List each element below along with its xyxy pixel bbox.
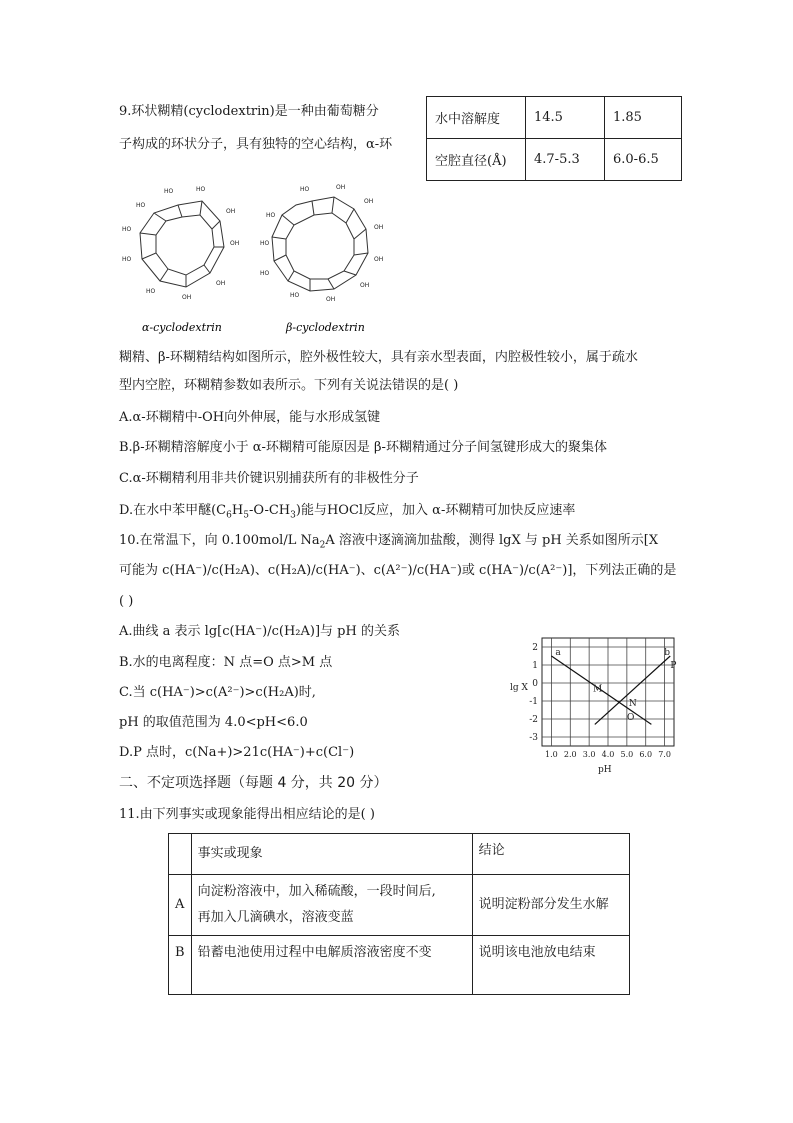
section-heading: 二、不定项选择题（每题 4 分，共 20 分） [119,775,388,791]
y-tick-label: 1 [532,661,538,671]
q9-option-b: B.β-环糊精溶解度小于 α-环糊精可能原因是 β-环糊精通过分子间氢键形成大的聚集体 [119,440,607,455]
x-tick-label: 2.0 [563,750,577,759]
table-cell: 14.5 [526,97,605,139]
beta-cyclodextrin-ring [272,197,368,291]
alpha-cyclodextrin-label: α-cyclodextrin [142,321,222,334]
q9-line1: 9.环状糊精(cyclodextrin)是一种由葡萄糖分 [119,104,379,119]
q9-line2: 子构成的环状分子，具有独特的空心结构，α-环 [119,137,393,152]
x-tick-labels [545,750,671,759]
y-tick-label: -1 [529,697,538,707]
series-lines [551,648,670,724]
fact-cell: 铅蓄电池使用过程中电解质溶液密度不变 [191,936,472,995]
table-header-cell: 事实或现象 [191,834,472,875]
x-tick-label: 7.0 [658,750,671,759]
hydroxyl-label: HO [164,188,174,195]
q10-option-b: B.水的电离程度：N 点=O 点>M 点 [119,655,333,670]
q9-option-d: D.在水中苯甲醚$(C_6H_5-O-CH_3)$能与HOCl反应，加入 α-环糊精可加快反应速率 [119,503,576,521]
point-label-p: P [670,661,677,671]
y-axis-label: lg X [510,683,528,693]
hydroxyl-label: OH [360,282,370,289]
series-label-b: b [664,648,670,658]
hydroxyl-label: OH [364,198,374,205]
hydroxyl-label: OH [374,256,384,263]
row-label: A [169,875,192,936]
hydroxyl-label: HO [260,270,270,277]
table-cell: 空腔直径(Å) [427,139,526,181]
hydroxyl-label: HO [122,256,132,263]
conclusion-cell: 说明该电池放电结束 [472,936,629,995]
series-label-a: a [555,648,561,658]
q11-stem: 11.由下列事实或现象能得出相应结论的是( ) [119,807,375,822]
q10-line2: 可能为 c(HA⁻)/c(H₂A)、c(H₂A)/c(HA⁻)、c(A²⁻)/c(HA⁻)或 c(HA⁻)/c(A²⁻)]，下列法正确的是 [119,563,677,578]
lgx-ph-chart [506,630,682,776]
hydroxyl-label: OH [216,280,226,287]
q9-option-c: C.α-环糊精利用非共价键识别捕获所有的非极性分子 [119,471,419,486]
alpha-cyclodextrin-ring [140,201,224,287]
x-tick-label: 1.0 [545,750,558,759]
table-row [427,97,682,139]
hydroxyl-label: OH [226,208,236,215]
q10-option-d: D.P 点时，c(Na+)>21c(HA⁻)+c(Cl⁻) [119,745,355,760]
hydroxyl-label: OH [336,184,346,191]
beta-cyclodextrin-label: β-cyclodextrin [286,321,365,334]
table-header-cell: 结论 [472,834,629,875]
x-tick-label: 5.0 [620,750,634,759]
q10-line3: ( ) [119,594,134,609]
table-row [169,936,630,995]
point-label-n: N [628,698,637,709]
hydroxyl-label: HO [300,186,310,193]
hydroxyl-label: HO [146,288,156,295]
conclusion-cell: 说明淀粉部分发生水解 [472,875,629,936]
table-cell: 6.0-6.5 [605,139,682,181]
table-cell: 1.85 [605,97,682,139]
hydroxyl-label: HO [266,212,276,219]
q9-line3: 糊精、β-环糊精结构如图所示，腔外极性较大，具有亲水型表面，内腔极性较小，属于疏水 [119,350,638,365]
table-header-cell [169,834,192,875]
q9-option-a: A.α-环糊精中-OH向外伸展，能与水形成氢键 [119,410,381,425]
table-header-row [169,834,630,875]
table-cell: 水中溶解度 [427,97,526,139]
table-cell: 4.7-5.3 [526,139,605,181]
y-tick-label: -3 [529,733,538,743]
x-tick-label: 3.0 [582,750,596,759]
point-label-o: O [626,713,635,724]
q9-line4: 型内空腔，环糊精参数如表所示。下列有关说法错误的是( ) [119,378,459,393]
chart-grid [542,638,677,746]
table-row [427,139,682,181]
hydroxyl-label: HO [260,240,270,247]
x-tick-label: 4.0 [601,750,615,759]
row-label: B [169,936,192,995]
hydroxyl-label: HO [290,292,300,299]
x-tick-label: 6.0 [639,750,653,759]
hydroxyl-label: OH [374,224,384,231]
cyclodextrin-param-table [426,96,682,181]
q10-line1: 10.在常温下，向 0.100mol/L $Na_2A$ 溶液中逐滴滴加盐酸，测得 lgX 与 pH 关系如图所示[X [119,533,659,551]
q10-option-c-line1: C.当 c(HA⁻)>c(A²⁻)>c(H₂A)时, [119,685,316,700]
hydroxyl-label: HO [196,186,206,193]
hydroxyl-label: OH [326,296,336,303]
table-row [169,875,630,936]
x-axis-label: pH [598,765,612,775]
facts-table [168,833,630,995]
hydroxyl-label: HO [122,226,132,233]
y-tick-label: -2 [529,715,538,725]
y-tick-label: 2 [532,643,538,653]
q10-option-c-line2: pH 的取值范围为 4.0<pH<6.0 [119,715,308,730]
hydroxyl-label: OH [230,240,240,247]
fact-cell: 向淀粉溶液中，加入稀硫酸，一段时间后, 再加入几滴碘水，溶液变蓝 [191,875,472,936]
hydroxyl-label: HO [136,202,146,209]
point-label-m: M [593,684,603,695]
y-tick-labels [529,643,538,743]
hydroxyl-label: OH [182,294,192,301]
cyclodextrin-structure-figure [120,183,390,339]
y-tick-label: 0 [532,679,538,689]
q10-option-a: A.曲线 a 表示 lg[c(HA⁻)/c(H₂A)]与 pH 的关系 [119,624,400,639]
